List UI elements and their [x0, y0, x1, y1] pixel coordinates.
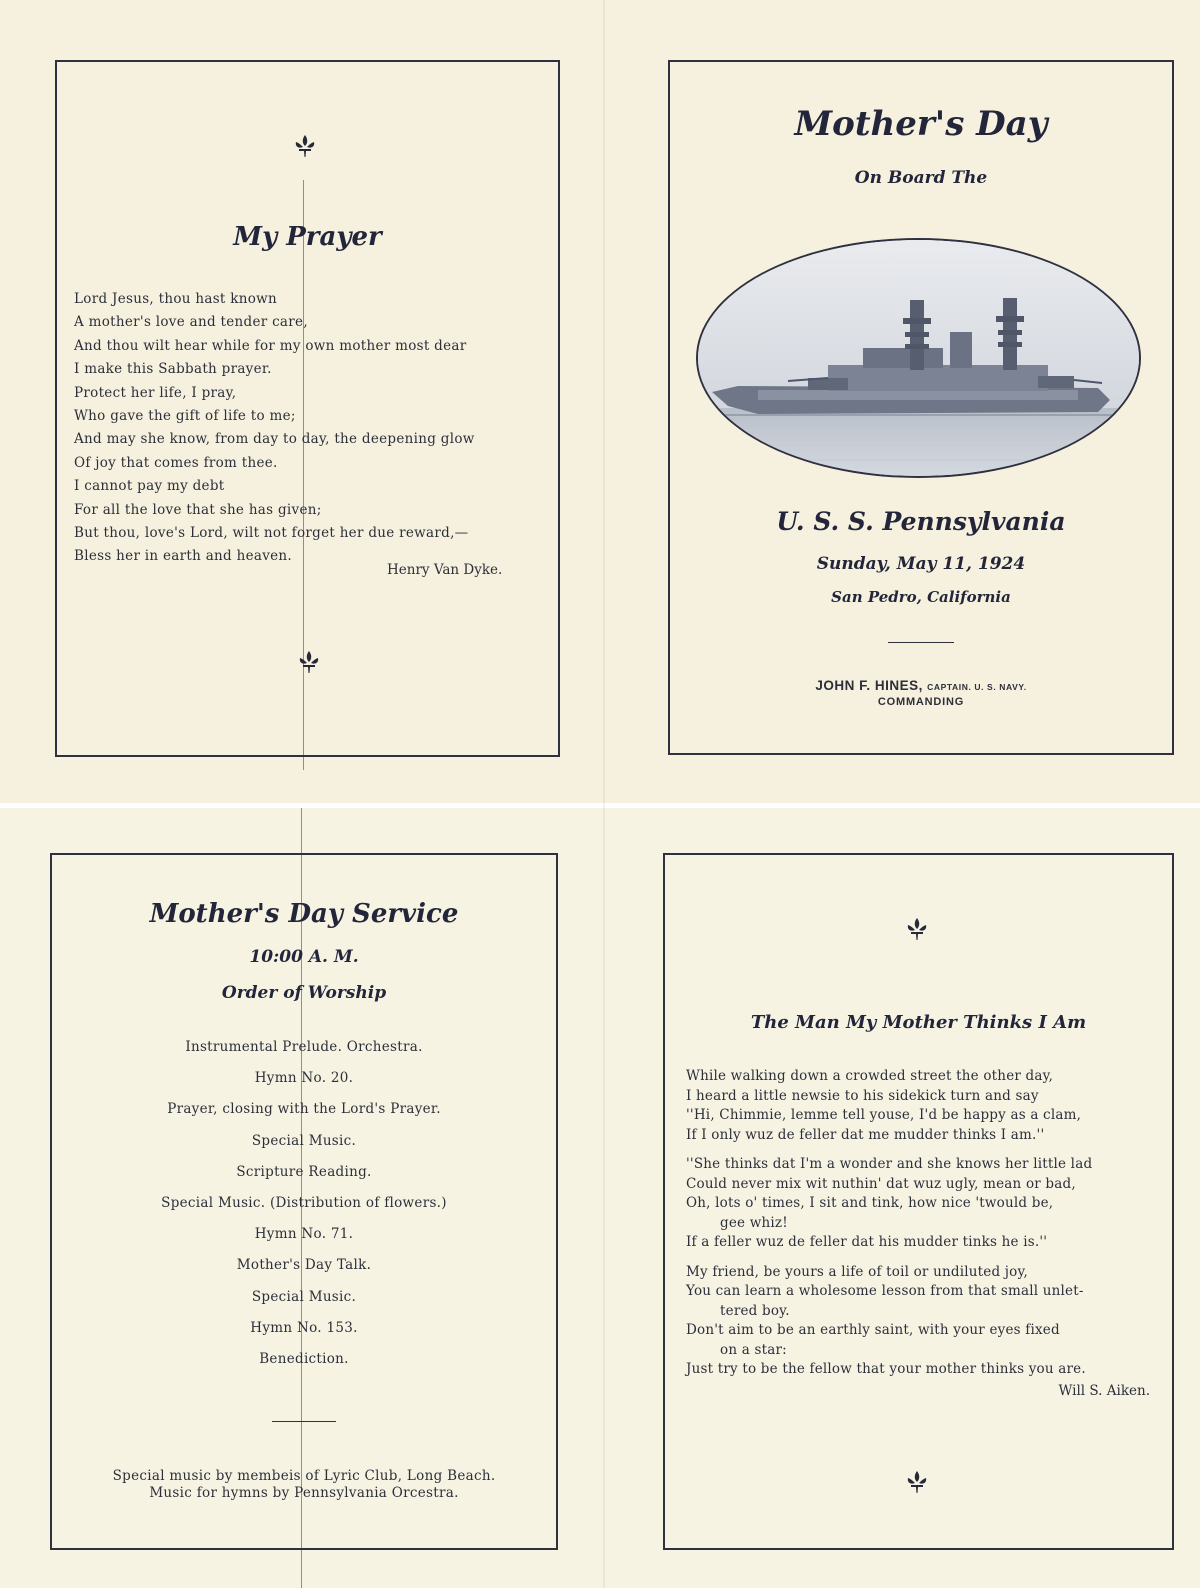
cover-subtitle: On Board The	[854, 168, 988, 188]
poem-line: You can learn a wholesome lesson from that small unlet-	[686, 1283, 1084, 1299]
poem-line: on a star:	[720, 1341, 787, 1358]
center-fold	[603, 0, 605, 1588]
service-title: Mother's Day Service	[149, 899, 459, 929]
prayer-line: A mother's love and tender care,	[74, 314, 308, 331]
fleur-de-lis-icon	[298, 650, 320, 674]
prayer-line: For all the love that she has given;	[74, 501, 322, 518]
worship-item: Special Music.	[251, 1132, 357, 1149]
prayer-line: Of joy that comes from thee.	[74, 454, 278, 471]
prayer-line: I make this Sabbath prayer.	[74, 361, 272, 378]
prayer-line: And may she know, from day to day, the deepening glow	[74, 431, 475, 448]
prayer-line: But thou, love's Lord, wilt not forget her due reward,—	[74, 525, 469, 542]
captain-name: JOHN F. HINES,	[815, 678, 923, 693]
poem-author: Will S. Aiken.	[1058, 1383, 1150, 1399]
prayer-line: Protect her life, I pray,	[74, 384, 237, 401]
poem-title: The Man My Mother Thinks I Am	[750, 1012, 1087, 1033]
ship-name: U. S. S. Pennsylvania	[776, 507, 1066, 536]
footer-line: Special music by membeis of Lyric Club, Long Beach.	[112, 1468, 496, 1484]
prayer-line: Bless her in earth and heaven.	[74, 548, 293, 565]
prayer-panel	[55, 60, 560, 757]
worship-item: Special Music. (Distribution of flowers.)	[161, 1195, 447, 1212]
prayer-line: Who gave the gift of life to me;	[74, 408, 296, 425]
prayer-text	[74, 288, 544, 569]
cover-panel	[668, 60, 1174, 755]
service-footer	[52, 1468, 556, 1502]
captain-rank: CAPTAIN. U. S. NAVY.	[927, 682, 1027, 692]
worship-item: Scripture Reading.	[236, 1163, 372, 1180]
captain-line	[670, 678, 1172, 693]
poem-panel	[663, 853, 1174, 1550]
poem-stanza	[686, 1067, 1156, 1145]
prayer-line: Lord Jesus, thou hast known	[74, 291, 277, 307]
worship-item: Hymn No. 20.	[254, 1070, 354, 1087]
divider	[272, 1421, 336, 1422]
prayer-line: I cannot pay my debt	[74, 478, 225, 495]
poem-line: ''She thinks dat I'm a wonder and she knows her little lad	[686, 1156, 1093, 1172]
worship-item: Benediction.	[259, 1351, 349, 1368]
worship-item: Hymn No. 153.	[250, 1319, 358, 1336]
service-time: 10:00 A. M.	[249, 947, 359, 967]
fleur-de-lis-icon	[294, 134, 316, 158]
service-panel	[50, 853, 558, 1550]
poem-line: tered boy.	[720, 1302, 790, 1319]
fleur-de-lis-icon	[906, 917, 928, 941]
order-of-worship-list	[52, 1032, 556, 1375]
poem-line: Could never mix wit nuthin' dat wuz ugly, mean or bad,	[686, 1175, 1076, 1192]
poem-stanza	[686, 1263, 1156, 1380]
poem-line: Don't aim to be an earthly saint, with your eyes fixed	[686, 1322, 1060, 1338]
poem-text	[686, 1067, 1156, 1390]
worship-item: Instrumental Prelude. Orchestra.	[185, 1039, 423, 1055]
fleur-de-lis-icon	[906, 1470, 928, 1494]
poem-line: Oh, lots o' times, I sit and tink, how nice 'twould be,	[686, 1195, 1054, 1211]
poem-line: I heard a little newsie to his sidekick turn and say	[686, 1087, 1039, 1104]
poem-line: gee whiz!	[720, 1214, 788, 1231]
poem-line: While walking down a crowded street the other day,	[686, 1068, 1054, 1084]
worship-item: Special Music.	[251, 1288, 357, 1305]
battleship-photo	[696, 238, 1141, 478]
poem-line: ''Hi, Chimmie, lemme tell youse, I'd be happy as a clam,	[686, 1107, 1082, 1123]
divider	[888, 642, 954, 643]
order-of-worship-heading: Order of Worship	[221, 983, 387, 1003]
prayer-author: Henry Van Dyke.	[387, 562, 503, 578]
worship-item: Mother's Day Talk.	[236, 1257, 372, 1274]
poem-line: If I only wuz de feller dat me mudder thinks I am.''	[686, 1126, 1045, 1143]
poem-line: Just try to be the fellow that your mother thinks you are.	[686, 1361, 1086, 1377]
worship-item: Hymn No. 71.	[254, 1226, 354, 1243]
worship-item: Prayer, closing with the Lord's Prayer.	[167, 1101, 441, 1118]
commanding-label: COMMANDING	[877, 696, 965, 708]
prayer-line: And thou wilt hear while for my own mother most dear	[74, 337, 467, 354]
poem-line: If a feller wuz de feller dat his mudder tinks he is.''	[686, 1234, 1048, 1250]
footer-line: Music for hymns by Pennsylvania Orcestra.	[149, 1485, 459, 1501]
service-date: Sunday, May 11, 1924	[816, 554, 1026, 574]
service-location: San Pedro, California	[831, 588, 1011, 606]
poem-stanza	[686, 1155, 1156, 1253]
prayer-title: My Prayer	[233, 222, 382, 252]
cover-title: Mother's Day	[794, 104, 1048, 144]
poem-line: My friend, be yours a life of toil or undiluted joy,	[686, 1263, 1029, 1280]
